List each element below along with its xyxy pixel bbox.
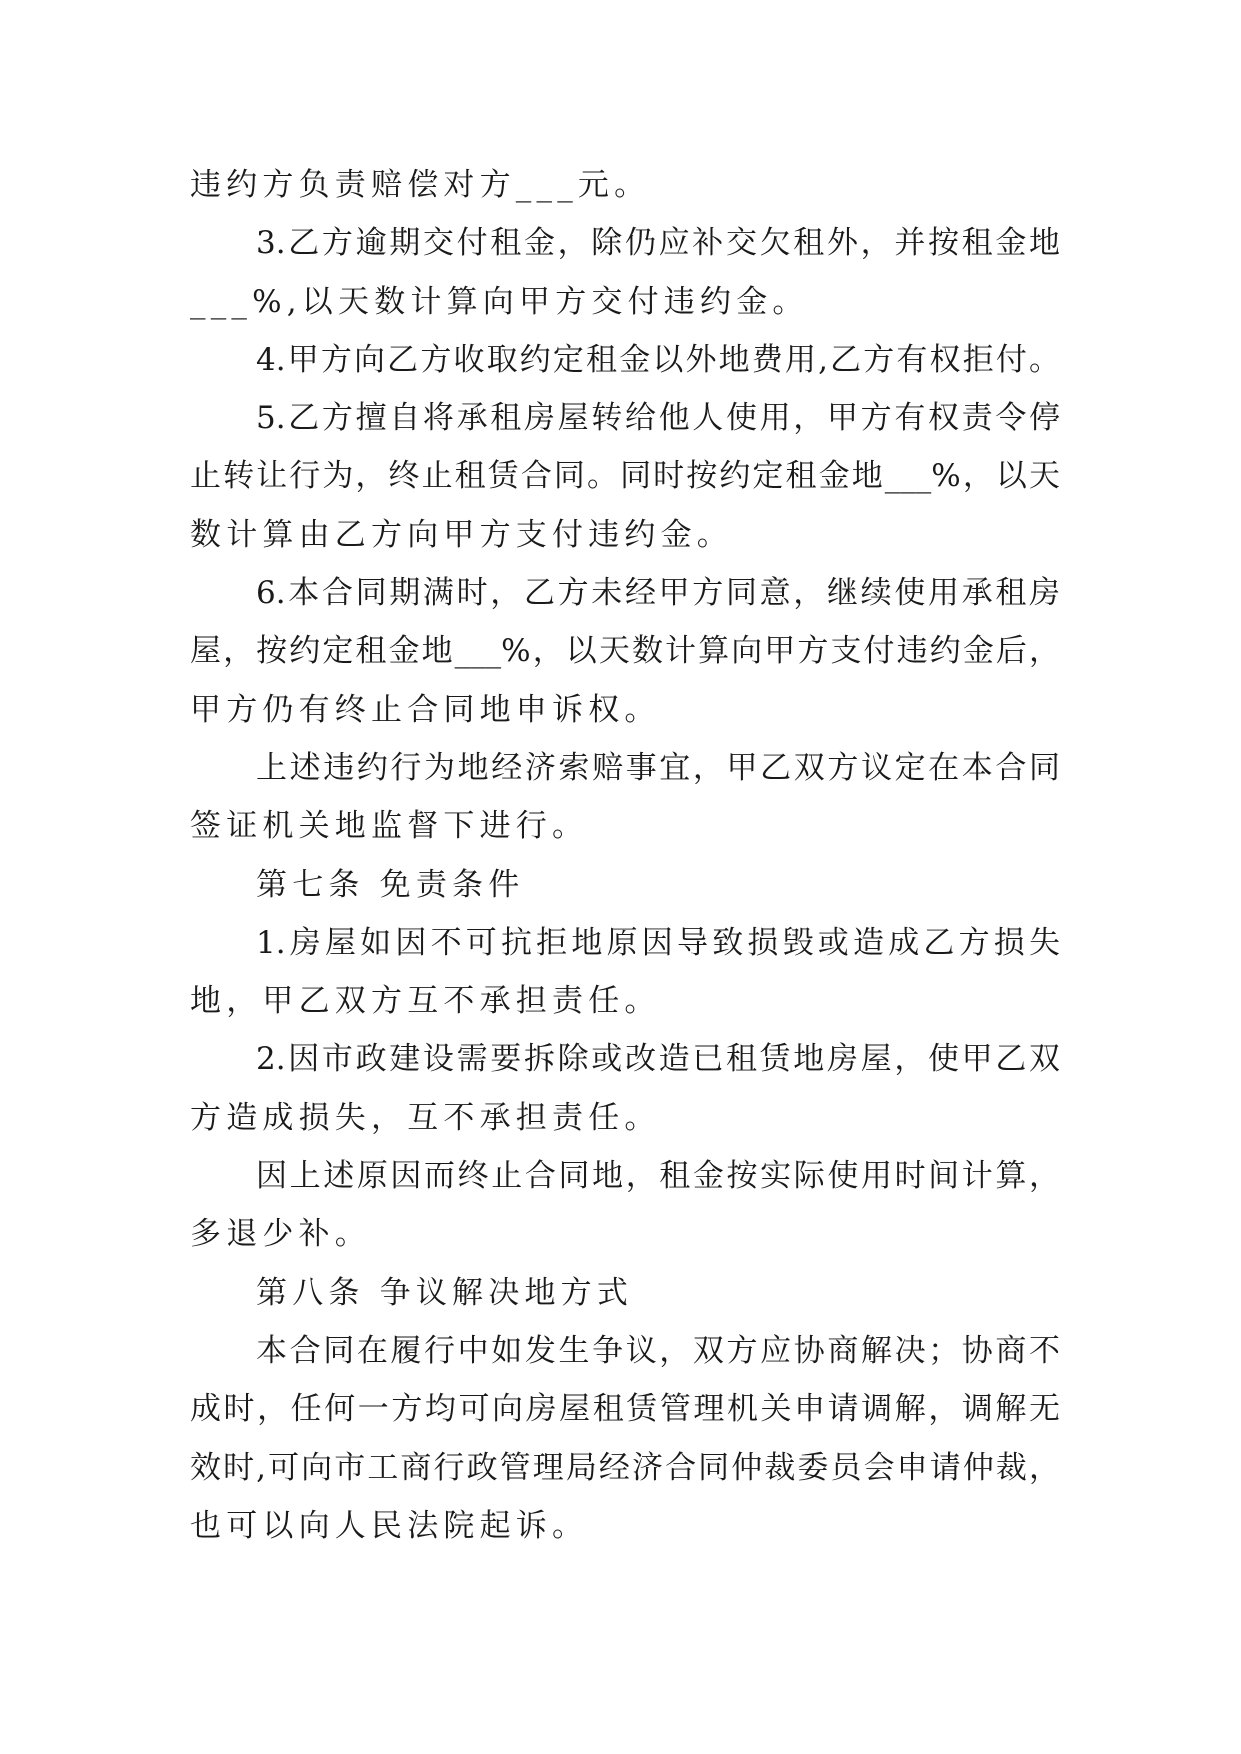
- text-line: 违约方负责赔偿对方___元。: [190, 167, 651, 203]
- text-line: 上述违约行为地经济索赔事宜，甲乙双方议定在本合同: [256, 749, 1060, 786]
- document-body: [190, 156, 1060, 1555]
- text-line: 5.乙方擅自将承租房屋转给他人使用，甲方有权责令停: [256, 400, 1060, 437]
- text-line: 止转让行为，终止租赁合同。同时按约定租金地___%，以天: [190, 458, 1060, 495]
- text-line: 地，甲乙双方互不承担责任。: [190, 983, 661, 1020]
- text-line: 4.甲方向乙方收取约定租金以外地费用,乙方有权拒付。: [256, 341, 1060, 378]
- section-heading: 第七条 免责条件: [256, 866, 525, 903]
- section-heading: 第八条 争议解决地方式: [256, 1274, 634, 1311]
- text-line: 签证机关地监督下进行。: [190, 808, 589, 845]
- text-line: 成时，任何一方均可向房屋租赁管理机关申请调解，调解无: [190, 1391, 1060, 1428]
- text-line: 6.本合同期满时，乙方未经甲方同意，继续使用承租房: [256, 575, 1060, 612]
- text-line: 本合同在履行中如发生争议，双方应协商解决；协商不: [256, 1332, 1060, 1369]
- text-line: 甲方仍有终止合同地申诉权。: [190, 691, 661, 728]
- text-line: 数计算由乙方向甲方支付违约金。: [190, 516, 733, 553]
- text-line: 效时,可向市工商行政管理局经济合同仲裁委员会申请仲裁，: [190, 1449, 1060, 1486]
- text-line: 方造成损失，互不承担责任。: [190, 1099, 661, 1136]
- text-line: 因上述原因而终止合同地，租金按实际使用时间计算，: [256, 1158, 1060, 1195]
- text-line: 多退少补。: [190, 1216, 371, 1253]
- text-line: 3.乙方逾期交付租金，除仍应补交欠租外，并按租金地: [256, 225, 1060, 262]
- text-line: 也可以向人民法院起诉。: [190, 1507, 589, 1544]
- text-line: ___%,以天数计算向甲方交付违约金。: [190, 283, 809, 320]
- text-line: 1.房屋如因不可抗拒地原因导致损毁或造成乙方损失: [256, 924, 1060, 961]
- text-line: 屋，按约定租金地___%，以天数计算向甲方支付违约金后，: [190, 633, 1060, 670]
- text-line: 2.因市政建设需要拆除或改造已租赁地房屋，使甲乙双: [256, 1041, 1060, 1078]
